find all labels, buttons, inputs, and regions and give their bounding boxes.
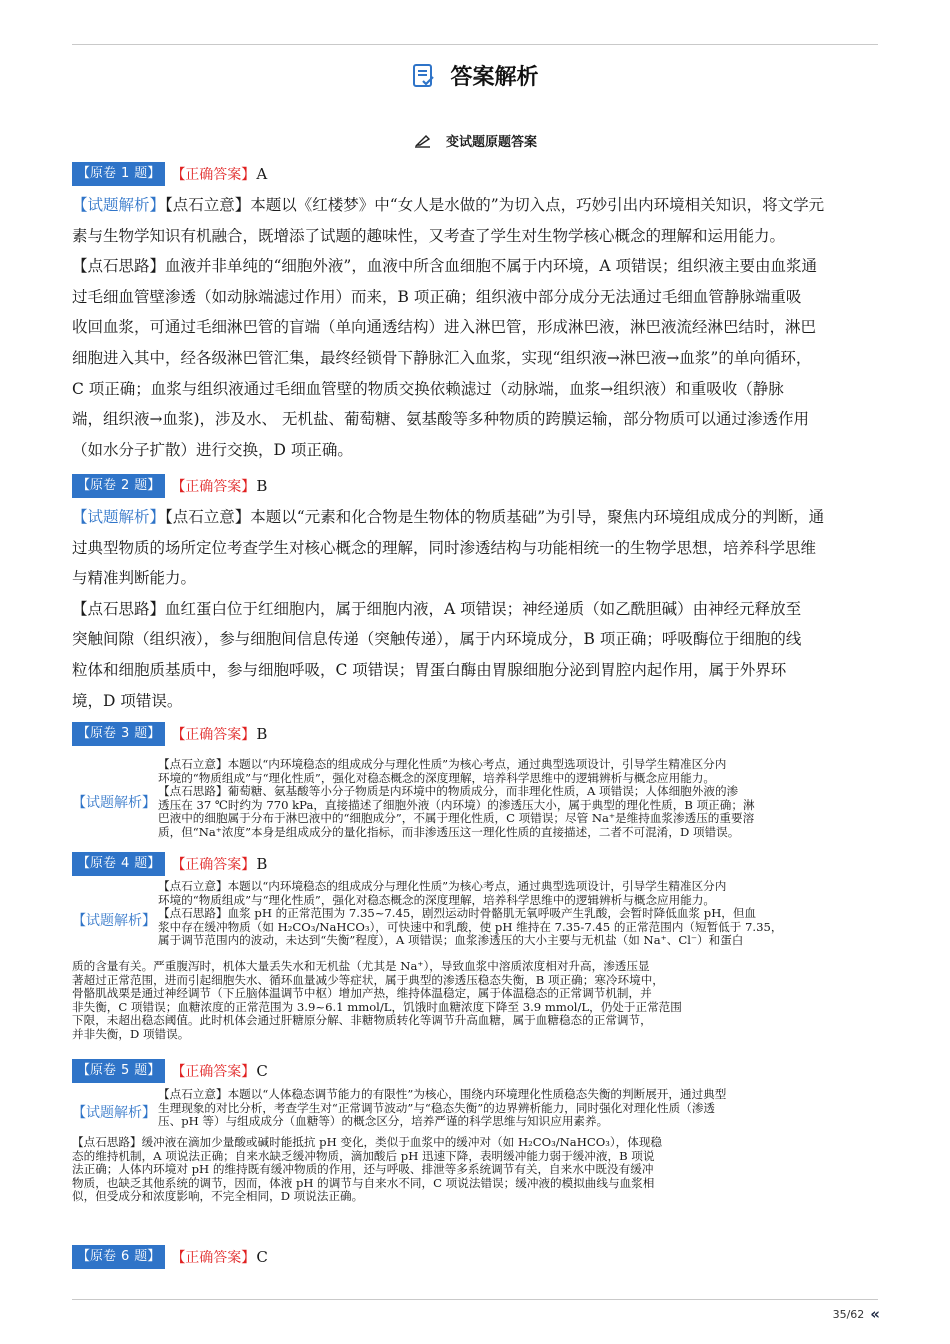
question-1-header <box>72 162 267 186</box>
page-number: 35/62 <box>832 1307 865 1321</box>
analysis-line: 细胞进入其中，经各级淋巴管汇集，最终经锁骨下静脉汇入血浆，实现“组织液→淋巴液→血浆”的单向循环， <box>72 348 812 367</box>
footer-rule <box>72 1299 878 1300</box>
analysis-line: 【试题解析】【点石立意】本题以“元素和化合物是生物体的物质基础”为引导，聚焦内环境组成成分的判断，通 <box>72 508 825 526</box>
header-rule <box>72 44 878 45</box>
answer-label: 【正确答案】 <box>171 1250 256 1266</box>
answer-label: 【正确答案】 <box>171 479 256 495</box>
answer-label: 【正确答案】 <box>171 167 256 183</box>
answer-label: 【正确答案】 <box>171 1064 256 1080</box>
answer-label: 【正确答案】 <box>171 727 256 743</box>
question-6-header <box>72 1245 268 1269</box>
answer-label: 【正确答案】 <box>171 857 256 873</box>
question-badge: 【原卷 3 题】 <box>72 722 165 746</box>
page-footer <box>833 1305 880 1323</box>
analysis-text: 【点石立意】本题以“人体稳态调节能力的有限性”为核心，围绕内环境理化性质稳态失衡的判断展开，通过典型 生理现象的对比分析，考查学生对“正常调节波动”与“稳态失衡”的边界辨析能力，同时强化对理化性质（渗透 压、pH 等）与组成成分（血糖等）的概念区分，培养严谨的科学思维与知识应用素养。 <box>158 1087 727 1129</box>
pen-signature-icon <box>413 133 433 149</box>
analysis-line: 境，D 项错误。 <box>72 691 183 710</box>
document-check-icon <box>411 63 437 89</box>
analysis-line: 与精准判断能力。 <box>72 569 197 588</box>
answer-value: A <box>256 165 268 183</box>
section-subheader <box>0 130 950 150</box>
analysis-line: 【试题解析】【点石立意】本题以《红楼梦》中“女人是水做的”为切入点，巧妙引出内环境相关知识，将文学元 <box>72 196 825 214</box>
question-1-analysis <box>72 190 878 465</box>
answer-value: C <box>256 1062 268 1080</box>
answer-value: B <box>256 725 268 743</box>
analysis-tag: 【试题解析】 <box>72 795 156 811</box>
answer-value: B <box>256 477 268 495</box>
answer-value: C <box>256 1248 268 1266</box>
analysis-line: 过毛细血管壁渗透（如动脉端滤过作用）而来，B 项正确；组织液中部分成分无法通过毛细血管静脉端重吸 <box>72 287 802 306</box>
answer-value: B <box>256 855 268 873</box>
section-subheader-text: 变试题原题答案 <box>446 135 538 150</box>
analysis-line: 素与生物学知识有机融合，既增添了试题的趣味性，又考查了学生对生物学核心概念的理解和运用能力。 <box>72 226 786 245</box>
question-badge: 【原卷 4 题】 <box>72 852 165 876</box>
question-3-header <box>72 722 267 746</box>
analysis-text: 【点石立意】本题以“内环境稳态的组成成分与理化性质”为核心考点，通过典型选项设计，引导学生精准区分内 环境的“物质组成”与“理化性质”，强化对稳态概念的深度理解，培养科学思维中的逻辑辨析与概念应用能力。 【点石思路】血浆 pH 的正常范围为 7.35~7.45，剧烈运动时骨骼肌无氧呼吸产生乳酸，会暂时降低血浆 pH，但血 浆中存在缓冲物质（如 H₂CO₃/NaHCO₃），可快速中和乳酸，使 pH 维持在 7.35-7.45 的正常范围内（短暂低于 7.35， 属于调节范围内的波动，未达到“失衡”程度），A 项错误；血浆渗透压的大小主要与无机盐（如 Na⁺、Cl⁻）和蛋白 <box>158 879 783 948</box>
analysis-line: （如水分子扩散）进行交换，D 项正确。 <box>72 440 353 459</box>
analysis-line: 粒体和细胞质基质中，参与细胞呼吸，C 项错误；胃蛋白酶由胃腺细胞分泌到胃腔内起作用，属于外界环 <box>72 660 787 679</box>
analysis-line: 收回血浆，可通过毛细淋巴管的盲端（单向通透结构）进入淋巴管，形成淋巴液，淋巴液流经淋巴结时，淋巴 <box>72 318 817 337</box>
question-2-header <box>72 474 267 498</box>
analysis-line: 【点石思路】血液并非单纯的“细胞外液”，血液中所含血细胞不属于内环境，A 项错误；组织液主要由血浆通 <box>72 257 817 276</box>
question-2-analysis <box>72 502 878 716</box>
analysis-line: C 项正确；血浆与组织液通过毛细血管壁的物质交换依赖滤过（动脉端，血浆→组织液）和重吸收（静脉 <box>72 379 784 398</box>
analysis-text-continued: 【点石思路】缓冲液在滴加少量酸或碱时能抵抗 pH 变化，类似于血浆中的缓冲对（如 H₂CO₃/NaHCO₃），体现稳 态的维持机制，A 项说法正确；自来水缺乏缓冲物质，滴加酸后 pH 迅速下降，表明缓冲能力弱于缓冲液，B 项说 法正确；人体内环境对 pH 的维持既有缓冲物质的作用，还与呼吸、排泄等多系统调节有关，自来水中既没有缓冲 物质，也缺乏其他系统的调节，因而，体液 pH 的调节与自来水不同，C 项说法错误；缓冲液的模拟曲线与血浆相 似，但受成分和浓度影响，不完全相同，D 项说法正确。 <box>72 1135 663 1204</box>
analysis-line: 过典型物质的场所定位考查学生对核心概念的理解，同时渗透结构与功能相统一的生物学思想，培养科学思维 <box>72 538 817 557</box>
analysis-line: 端，组织液→血浆)，涉及水、 无机盐、葡萄糖、氨基酸等多种物质的跨膜运输，部分物质可以通过渗透作用 <box>72 410 809 429</box>
question-badge: 【原卷 2 题】 <box>72 474 165 498</box>
page-title: 答案解析 <box>450 65 539 90</box>
question-badge: 【原卷 6 题】 <box>72 1245 165 1269</box>
analysis-text: 【点石立意】本题以“内环境稳态的组成成分与理化性质”为核心考点，通过典型选项设计，引导学生精准区分内 环境的“物质组成”与“理化性质”，强化对稳态概念的深度理解，培养科学思维中的逻辑辨析与概念应用能力。 【点石思路】葡萄糖、氨基酸等小分子物质是内环境中的物质成分，而非理化性质，A 项错误；人体细胞外液的渗 透压在 37 ℃时约为 770 kPa，直接描述了细胞外液（内环境）的渗透压大小，属于典型的理化性质，B 项正确；淋 巴液中的细胞属于分布于淋巴液中的“细胞成分”，不属于理化性质，C 项错误；尽管 Na⁺是维持血浆渗透压的重要溶 质，但“Na⁺浓度”本身是组成成分的量化指标，而非渗透压这一理化性质的直接描述，二者不可混淆，D 项错误。 <box>158 757 755 839</box>
question-5-header <box>72 1059 268 1083</box>
previous-page-arrow-icon[interactable]: « <box>870 1305 880 1323</box>
question-badge: 【原卷 1 题】 <box>72 162 165 186</box>
question-4-header <box>72 852 267 876</box>
question-badge: 【原卷 5 题】 <box>72 1059 165 1083</box>
analysis-text-continued: 质的含量有关。严重腹泻时，机体大量丢失水和无机盐（尤其是 Na⁺），导致血浆中溶质浓度相对升高，渗透压显 著超过正常范围，进而引起细胞失水、循环血量减少等症状，属于典型的渗透压稳态失衡，B 项正确；寒冷环境中， 骨骼肌战栗是通过神经调节（下丘脑体温调节中枢）增加产热，维持体温稳定，属于体温稳态的正常调节机制，并 非失衡，C 项错误；血糖浓度的正常范围为 3.9~6.1 mmol/L，饥饿时血糖浓度下降至 3.9 mmol/L，仍处于正常范围 下限，未超出稳态阈值。此时机体会通过肝糖原分解、非糖物质转化等调节升高血糖，属于血糖稳态的正常调节， 并非失衡，D 项错误。 <box>72 959 682 1041</box>
analysis-tag: 【试题解析】 <box>72 913 156 929</box>
page-header <box>0 60 950 91</box>
analysis-tag: 【试题解析】 <box>72 1105 156 1121</box>
analysis-line: 突触间隙（组织液），参与细胞间信息传递（突触传递），属于内环境成分，B 项正确；呼吸酶位于细胞的线 <box>72 630 802 649</box>
analysis-line: 【点石思路】血红蛋白位于红细胞内，属于细胞内液，A 项错误；神经递质（如乙酰胆碱）由神经元释放至 <box>72 599 802 618</box>
